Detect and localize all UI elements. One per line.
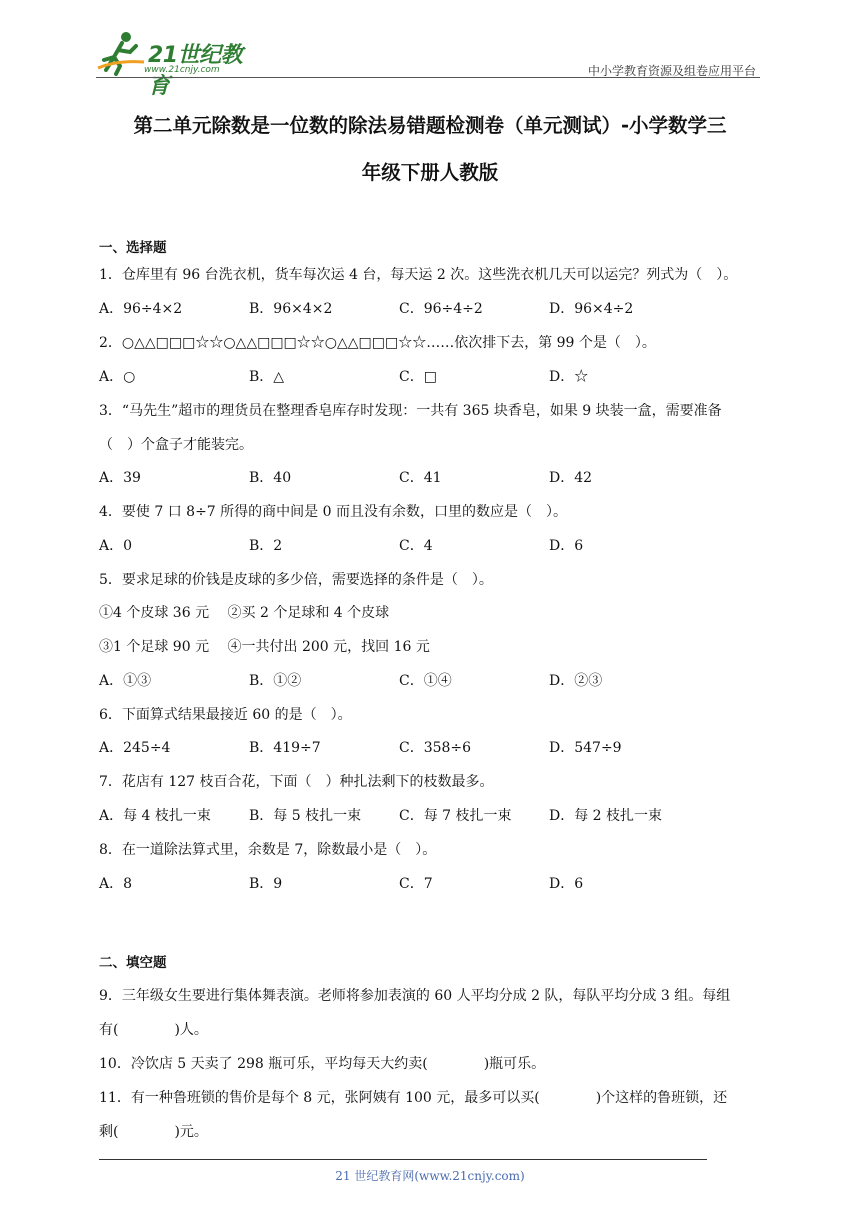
option-d: D．547÷9 — [549, 740, 622, 756]
logo-name: 21世纪教育 — [148, 43, 243, 99]
platform-name: 中小学教育资源及组卷应用平台 — [587, 64, 756, 78]
option-b: B．9 — [249, 876, 283, 892]
option-b: B．△ — [249, 369, 285, 385]
option-b: B．①② — [249, 673, 302, 689]
option-c: C．96÷4÷2 — [399, 301, 483, 317]
option-d: D．☆ — [549, 369, 589, 385]
option-c: C．□ — [399, 369, 437, 385]
fill-question: 9．三年级女生要进行集体舞表演。老师将参加表演的 60 人平均分成 2 队，每队平均分成 3 组。每组 — [99, 988, 731, 1004]
question-options — [99, 737, 719, 757]
option-b: B．2 — [249, 538, 283, 554]
option-c: C．每 7 枝扎一束 — [399, 808, 512, 824]
option-c: C．4 — [399, 538, 433, 554]
option-b: B．419÷7 — [249, 740, 321, 756]
option-a: A．39 — [99, 470, 141, 486]
option-a: A．96÷4×2 — [99, 301, 183, 317]
option-a: A．①③ — [99, 673, 152, 689]
question-stem: 1．仓库里有 96 台洗衣机，货车每次运 4 台，每天运 2 次。这些洗衣机几天可以运完？列式为（ ）。 — [99, 267, 738, 283]
question-stem: 3．“马先生”超市的理货员在整理香皂库存时发现：一共有 365 块香皂，如果 9 块装一盒，需要准备 — [99, 403, 722, 419]
option-d: D．6 — [549, 538, 584, 554]
option-d: D．96×4÷2 — [549, 301, 634, 317]
option-d: D．②③ — [549, 673, 603, 689]
question-stem: 2．○△△□□□☆☆○△△□□□☆☆○△△□□□☆☆……依次排下去，第 99 个是（ ）。 — [99, 335, 656, 351]
header-divider — [96, 77, 760, 78]
question-options — [99, 467, 719, 487]
question-stem: 5．要求足球的价钱是皮球的多少倍，需要选择的条件是（ ）。 — [99, 572, 493, 588]
option-d: D．6 — [549, 876, 584, 892]
question-options — [99, 805, 719, 825]
option-c: C．7 — [399, 876, 433, 892]
option-c: C．41 — [399, 470, 442, 486]
question-options — [99, 873, 719, 893]
question-stem: 6．下面算式结果最接近 60 的是（ ）。 — [99, 707, 352, 723]
option-a: A．8 — [99, 876, 133, 892]
footer-divider — [99, 1159, 707, 1160]
fill-question-continued: 剩( )元。 — [99, 1124, 208, 1140]
fill-question: 11．有一种鲁班锁的售价是每个 8 元，张阿姨有 100 元，最多可以买( )个这样的鲁班锁，还 — [99, 1090, 728, 1106]
fill-question: 10．冷饮店 5 天卖了 298 瓶可乐，平均每天大约卖( )瓶可乐。 — [99, 1056, 546, 1072]
question-options — [99, 298, 719, 318]
title-line-1: 第二单元除数是一位数的除法易错题检测卷（单元测试）-小学数学三 — [133, 114, 727, 137]
section-heading-choice: 一、选择题 — [99, 240, 167, 256]
option-c: C．358÷6 — [399, 740, 472, 756]
logo — [96, 30, 261, 99]
runner-logo-icon — [96, 30, 146, 76]
option-b: B．96×4×2 — [249, 301, 333, 317]
question-condition-line: ③1 个足球 90 元 ④一共付出 200 元，找回 16 元 — [99, 639, 430, 655]
question-options — [99, 670, 719, 690]
option-b: B．每 5 枝扎一束 — [249, 808, 362, 824]
option-a: A．每 4 枝扎一束 — [99, 808, 211, 824]
option-b: B．40 — [249, 470, 292, 486]
fill-question-continued: 有( )人。 — [99, 1022, 208, 1038]
question-stem: 7．花店有 127 枝百合花，下面（ ）种扎法剩下的枝数最多。 — [99, 774, 494, 790]
title-line-2: 年级下册人教版 — [361, 161, 499, 184]
question-options — [99, 535, 719, 555]
question-condition-line: ①4 个皮球 36 元 ②买 2 个足球和 4 个皮球 — [99, 605, 390, 621]
option-a: A．245÷4 — [99, 740, 171, 756]
question-stem: 4．要使 7 口 8÷7 所得的商中间是 0 而且没有余数，口里的数应是（ ）。 — [99, 504, 567, 520]
section-heading-fill: 二、填空题 — [99, 955, 167, 971]
option-d: D．每 2 枝扎一束 — [549, 808, 663, 824]
logo-url: www.21cnjy.com — [144, 65, 220, 75]
question-stem-continued: （ ）个盒子才能装完。 — [99, 437, 253, 453]
question-options — [99, 366, 719, 386]
option-a: A．0 — [99, 538, 133, 554]
page-header — [96, 30, 760, 99]
option-a: A．○ — [99, 369, 136, 385]
option-d: D．42 — [549, 470, 593, 486]
question-stem: 8．在一道除法算式里，余数是 7，除数最小是（ ）。 — [99, 842, 437, 858]
option-c: C．①④ — [399, 673, 452, 689]
footer-text: 21 世纪教育网(www.21cnjy.com) — [335, 1169, 525, 1183]
page-title — [96, 102, 764, 196]
